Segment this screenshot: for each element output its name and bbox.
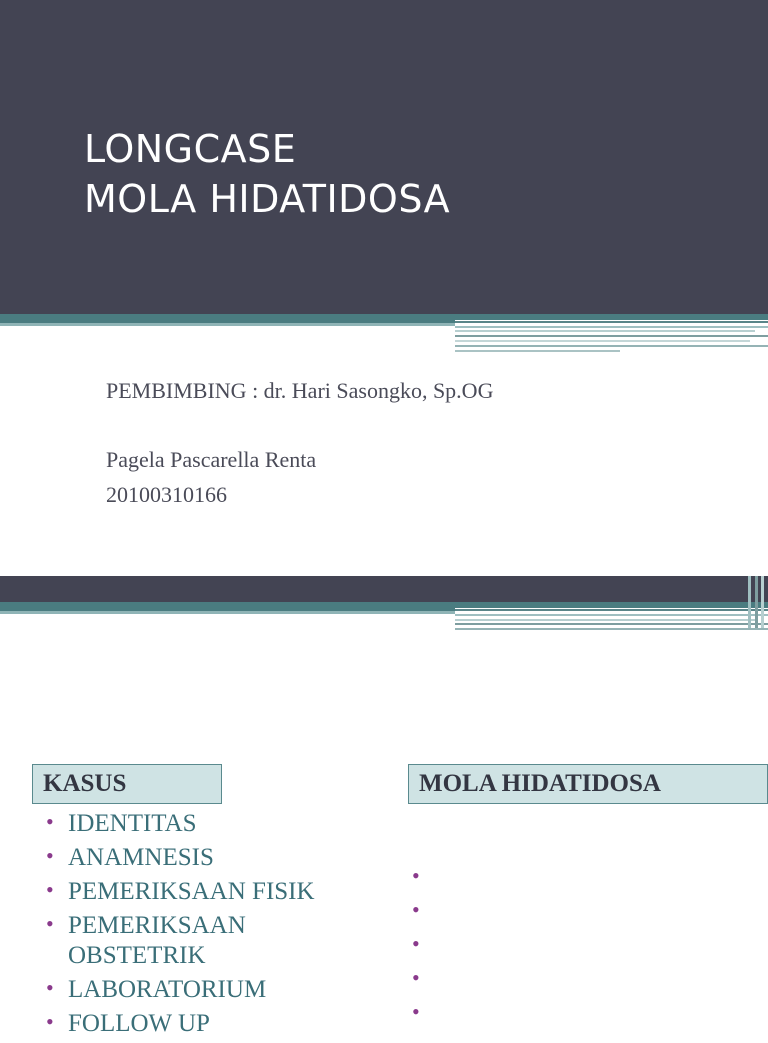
- title-line-1: LONGCASE: [84, 127, 297, 171]
- bullet-icon: •: [46, 877, 54, 902]
- bullet-icon: •: [412, 863, 420, 888]
- bullet-icon: •: [412, 897, 420, 922]
- top-band: [0, 576, 768, 602]
- list-item: • IDENTITAS: [46, 809, 197, 837]
- bullet-icon: •: [412, 931, 420, 956]
- author-name: Pagela Pascarella Renta: [106, 447, 317, 472]
- student-id: 20100310166: [106, 482, 227, 507]
- content-slide: [0, 576, 768, 1037]
- list-item-continuation: OBSTETRIK: [68, 942, 206, 969]
- kasus-heading: KASUS: [32, 764, 222, 804]
- bullet-icon: •: [46, 975, 54, 1000]
- mola-heading: MOLA HIDATIDOSA: [408, 764, 768, 804]
- bullet-icon: •: [412, 965, 420, 990]
- bullet-icon: •: [46, 911, 54, 936]
- bullet-icon: •: [412, 999, 420, 1024]
- slide-title: [84, 124, 450, 224]
- list-item: • PEMERIKSAAN FISIK: [46, 877, 315, 905]
- bullet-icon: •: [46, 1009, 54, 1034]
- list-item: • ANAMNESIS: [46, 843, 214, 871]
- bullet-icon: •: [46, 809, 54, 834]
- supervisor-text: PEMBIMBING : dr. Hari Sasongko, Sp.OG: [106, 378, 494, 403]
- bullet-icon: •: [46, 843, 54, 868]
- title-line-2: MOLA HIDATIDOSA: [84, 177, 451, 221]
- empty-bullet-list: [412, 859, 420, 1029]
- kasus-list: [44, 809, 315, 1043]
- list-item: • LABORATORIUM: [46, 975, 267, 1003]
- list-item: • FOLLOW UP: [46, 1009, 210, 1037]
- list-item: • PEMERIKSAAN: [46, 911, 246, 939]
